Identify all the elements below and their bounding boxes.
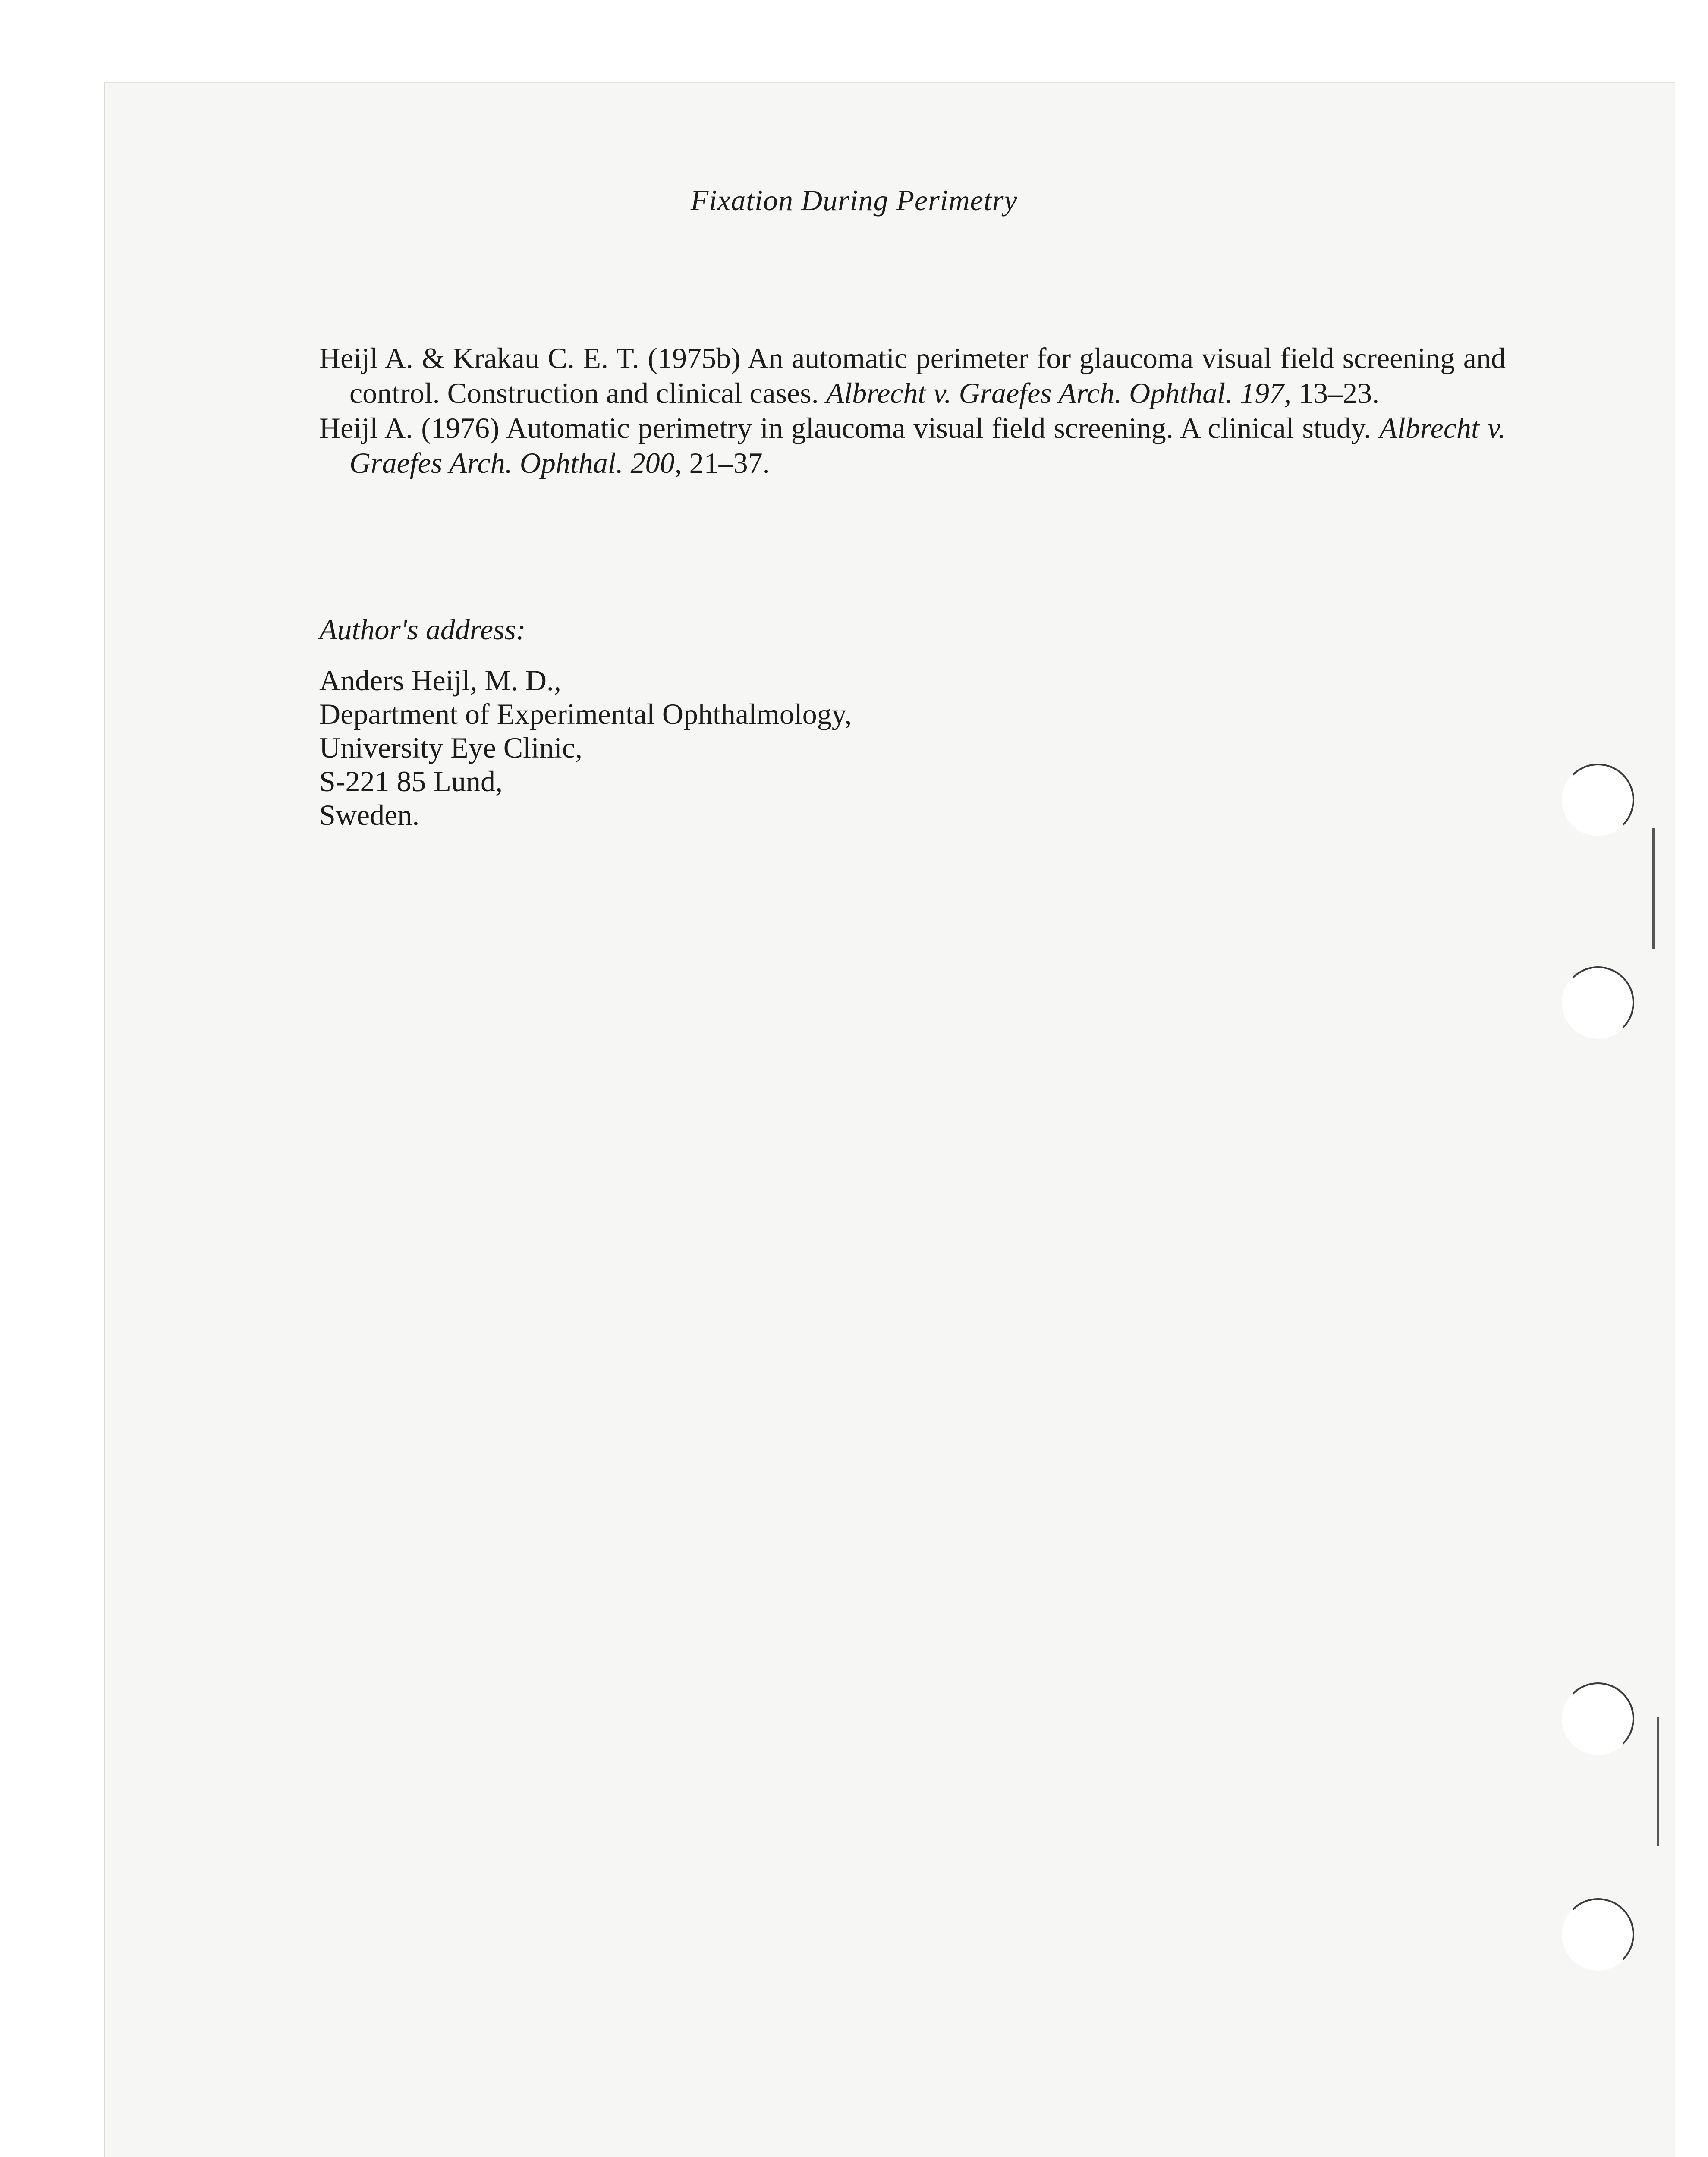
reference-pages: 13–23. — [1291, 377, 1380, 409]
reference-list — [319, 341, 1506, 481]
running-header: Fixation During Perimetry — [690, 184, 1018, 217]
punch-hole-icon — [1562, 1682, 1634, 1755]
reference-text: Heijl A. (1976) Automatic perimetry in glaucoma visual field screening. A clinical study. — [319, 412, 1380, 444]
punch-hole-icon — [1562, 1898, 1634, 1971]
address-line: Sweden. — [319, 799, 420, 831]
binding-mark — [1652, 828, 1655, 949]
address-line: University Eye Clinic, — [319, 731, 583, 764]
punch-hole-icon — [1562, 966, 1634, 1039]
address-line: Anders Heijl, M. D., — [319, 664, 561, 697]
address-line: S-221 85 Lund, — [319, 765, 503, 798]
reference-journal: Albrecht v. Graefes Arch. Ophthal. 200, — [349, 412, 1506, 479]
address-line: Department of Experimental Ophthalmology, — [319, 698, 852, 730]
reference-entry — [319, 411, 1506, 481]
author-address-heading: Author's address: — [319, 613, 526, 646]
reference-text: Heijl A. & Krakau C. E. T. (1975b) An automatic perimeter for glaucoma visual field screening and control. Construction and clinical cases. — [319, 342, 1506, 409]
reference-entry — [319, 341, 1506, 411]
reference-journal: Albrecht v. Graefes Arch. Ophthal. 197, — [826, 377, 1292, 409]
punch-hole-icon — [1562, 764, 1634, 836]
binding-mark — [1657, 1717, 1659, 1846]
author-address — [319, 613, 1182, 832]
reference-pages: 21–37. — [682, 446, 770, 479]
